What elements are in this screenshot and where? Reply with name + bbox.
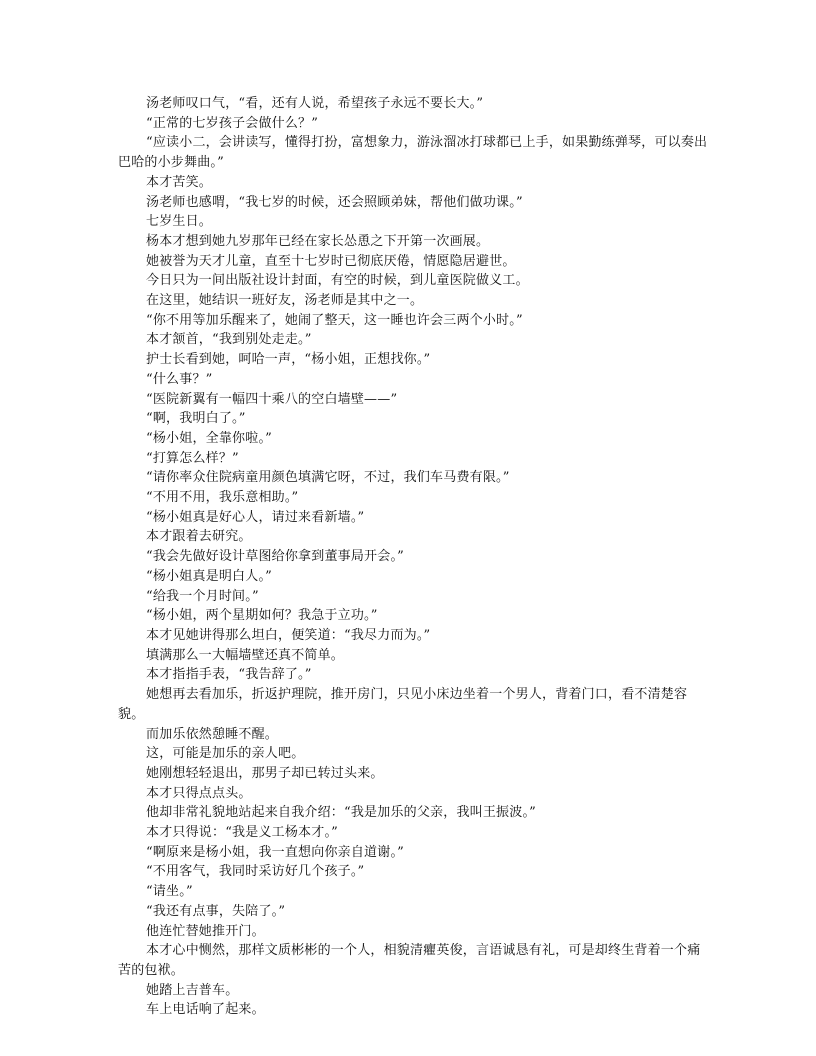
paragraph: 他连忙替她推开门。 — [146, 923, 265, 939]
paragraph: “不用客气，我同时采访好几个孩子。” — [146, 864, 365, 880]
paragraph: “什么事？” — [146, 371, 213, 387]
paragraph: 本才只得说：“我是义工杨本才。” — [146, 825, 338, 841]
paragraph: “我会先做好设计草图给你拿到董事局开会。” — [146, 549, 404, 565]
paragraph: “打算怎么样？” — [146, 450, 239, 466]
paragraph: “杨小姐真是好心人，请过来看新墙。” — [146, 509, 365, 525]
paragraph: 他却非常礼貌地站起来自我介绍：“我是加乐的父亲，我叫王振波。” — [146, 805, 536, 821]
paragraph: “给我一个月时间。” — [146, 588, 259, 604]
paragraph: 汤老师叹口气，“看，还有人说，希望孩子永远不要长大。” — [146, 96, 484, 111]
paragraph: 这，可能是加乐的亲人吧。 — [146, 746, 305, 762]
paragraph: “我还有点事，失陪了。” — [146, 903, 286, 919]
paragraph: 她踏上吉普车。 — [146, 982, 239, 998]
paragraph: 本才见她讲得那么坦白，便笑道：“我尽力而为。” — [146, 627, 431, 643]
paragraph: 她刚想轻轻退出，那男子却已转过头来。 — [146, 765, 384, 781]
paragraph: 车上电话响了起来。 — [146, 1002, 265, 1018]
paragraph: “杨小姐真是明白人。” — [146, 568, 272, 584]
paragraph: 她被誉为天才儿童，直至十七岁时已彻底厌倦，情愿隐居避世。 — [146, 253, 516, 269]
paragraph: “应读小二，会讲读写，懂得打扮，富想象力，游泳溜冰打球都已上手，如果勤练弹琴，可以奏出巴哈的小步舞曲。” — [118, 135, 708, 171]
paragraph: 本才颔首，“我到别处走走。” — [146, 332, 312, 348]
paragraph: 在这里，她结识一班好友，汤老师是其中之一。 — [146, 293, 424, 309]
paragraph: 七岁生日。 — [146, 214, 213, 230]
paragraph: 填满那么一大幅墙壁还真不简单。 — [146, 647, 345, 663]
paragraph: 杨本才想到她九岁那年已经在家长怂恿之下开第一次画展。 — [146, 233, 490, 249]
paragraph: 本才跟着去研究。 — [146, 529, 252, 545]
paragraph: 而加乐依然憩睡不醒。 — [146, 726, 279, 742]
paragraph: 汤老师也感喟，“我七岁的时候，还会照顾弟妹，帮他们做功课。” — [146, 194, 523, 210]
paragraph: “请你率众住院病童用颜色填满它呀，不过，我们车马费有限。” — [146, 470, 510, 486]
paragraph: 本才只得点点头。 — [146, 785, 252, 801]
paragraph: “正常的七岁孩子会做什么？” — [146, 115, 319, 131]
paragraph: “不用不用，我乐意相助。” — [146, 490, 299, 506]
paragraph: 本才指指手表，“我告辞了。” — [146, 667, 312, 683]
paragraph: “啊，我明白了。” — [146, 411, 246, 427]
paragraph: “啊原来是杨小姐，我一直想向你亲自道谢。” — [146, 844, 404, 860]
paragraph: 护士长看到她，呵哈一声，“杨小姐，正想找你。” — [146, 352, 431, 368]
paragraph: “医院新翼有一幅四十乘八的空白墙壁——” — [146, 391, 398, 407]
paragraph: “你不用等加乐醒来了，她闹了整天，这一睡也许会三两个小时。” — [146, 312, 523, 328]
paragraph: “杨小姐，两个星期如何？我急于立功。” — [146, 608, 378, 624]
paragraph: 她想再去看加乐，折返护理院，推开房门，只见小床边坐着一个男人，背着门口，看不清楚容貌。 — [118, 687, 688, 722]
paragraph: 本才苦笑。 — [146, 174, 213, 190]
paragraph: 今日只为一间出版社设计封面，有空的时候，到儿童医院做义工。 — [146, 273, 529, 289]
paragraph: “杨小姐，全靠你啦。” — [146, 430, 272, 446]
text-body — [118, 94, 710, 1020]
paragraph: “请坐。” — [146, 884, 193, 900]
paragraph: 本才心中恻然，那样文质彬彬的一个人，相貌清癯英俊，言语诚恳有礼，可是却终生背着一个痛苦的包袱。 — [118, 943, 701, 978]
